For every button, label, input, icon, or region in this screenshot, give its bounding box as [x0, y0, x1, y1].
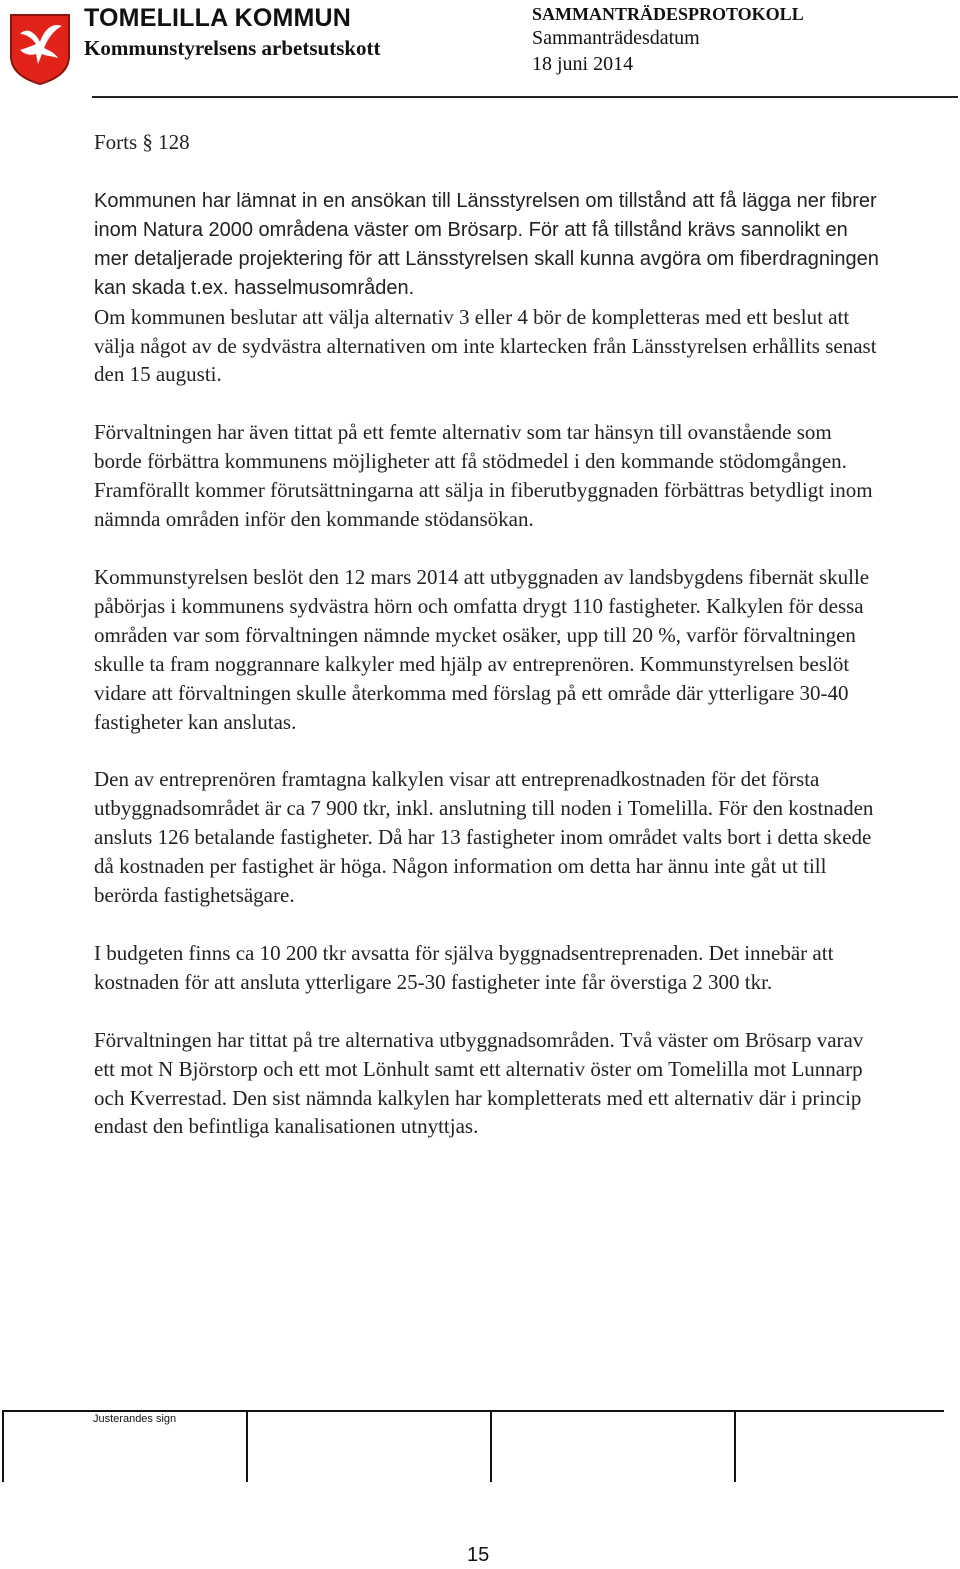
paragraph: Förvaltningen har även tittat på ett femte alternativ som tar hänsyn till ovanstående som borde förbättra kommunens möjligheter att få stödmedel i den kommande stödomgången. Framförallt kommer förutsättningarna att sälja in fiberutbyggnaden förbättras betydligt inom nämnda områden inför den kommande stödansökan.: [94, 420, 873, 532]
organization-name: TOMELILLA KOMMUN: [84, 4, 352, 32]
paragraph: I budgeten finns ca 10 200 tkr avsatta för själva byggnadsentreprenaden. Det innebär att kostnaden för att ansluta ytterligare 25-30 fastigheter inte får överstiga 2 300 tkr.: [94, 940, 834, 994]
header-divider: [92, 96, 958, 98]
page-number: 15: [467, 1544, 490, 1566]
paragraph: Om kommunen beslutar att välja alternativ 3 eller 4 bör de kompletteras med ett beslut att välja något av de sydvästra alternativen om inte klartecken från Länsstyrelsen erhållits senast den 15 augusti.: [94, 304, 877, 387]
signature-label: Justerandes sign: [93, 1413, 177, 1425]
paragraph: Kommunstyrelsen beslöt den 12 mars 2014 att utbyggnaden av landsbygdens fibernät skulle påbörjas i kommunens sydvästra hörn och omfatta drygt 110 fastigheter. Kalkylen för dessa områden var som förvaltningen nämnde mycket osäker, upp till 20 %, varför förvaltningen skulle ta fram noggrannare kalkyler med hjälp av entreprenören. Kommunstyrelsen beslöt vidare att förvaltningen skulle återkomma med förslag på ett område där ytterligare 30-40 fastigheter kan anslutas.: [94, 564, 870, 734]
signature-cell: [246, 1411, 492, 1482]
document-type: SAMMANTRÄDESPROTOKOLL: [532, 4, 804, 24]
paragraph: Den av entreprenören framtagna kalkylen visar att entreprenadkostnaden för det första utbyggnadsområdet är ca 7 900 tkr, inkl. anslutning till noden i Tomelilla. För den kostnaden ansluts 126 betalande fastigheter. Då har 13 fastigheter inom området valts bort i detta skede då kostnaden per fastighet är höga. Någon information om detta har ännu inte gåt ut till berörda fastighetsägare.: [94, 767, 874, 908]
document-body: [94, 187, 884, 1170]
section-reference: Forts § 128: [94, 130, 190, 154]
meeting-date-label: Sammanträdesdatum: [532, 27, 700, 49]
committee-name: Kommunstyrelsens arbetsutskott: [84, 36, 381, 60]
meeting-date: 18 juni 2014: [532, 53, 634, 75]
coat-of-arms-logo-icon: [8, 12, 72, 86]
paragraph: Kommunen har lämnat in en ansökan till Länsstyrelsen om tillstånd att få lägga ner fibrer inom Natura 2000 områdena väster om Brösarp. För att få tillstånd krävs sannolikt en mer detaljerade projektering för att Länsstyrelsen skall kunna avgöra om fiberdragningen kan skada t.ex. hasselmusområden.: [94, 190, 879, 299]
signature-cell: [490, 1411, 736, 1482]
paragraph: Förvaltningen har tittat på tre alternativa utbyggnadsområden. Två väster om Brösarp varav ett mot N Björstorp och ett mot Lönhult samt ett alternativ öster om Tomelilla mot Lunnarp och Kverrestad. Den sist nämnda kalkylen har kompletterats med ett alternativ där i princip endast den befintliga kanalisationen utnyttjas.: [94, 1027, 864, 1139]
